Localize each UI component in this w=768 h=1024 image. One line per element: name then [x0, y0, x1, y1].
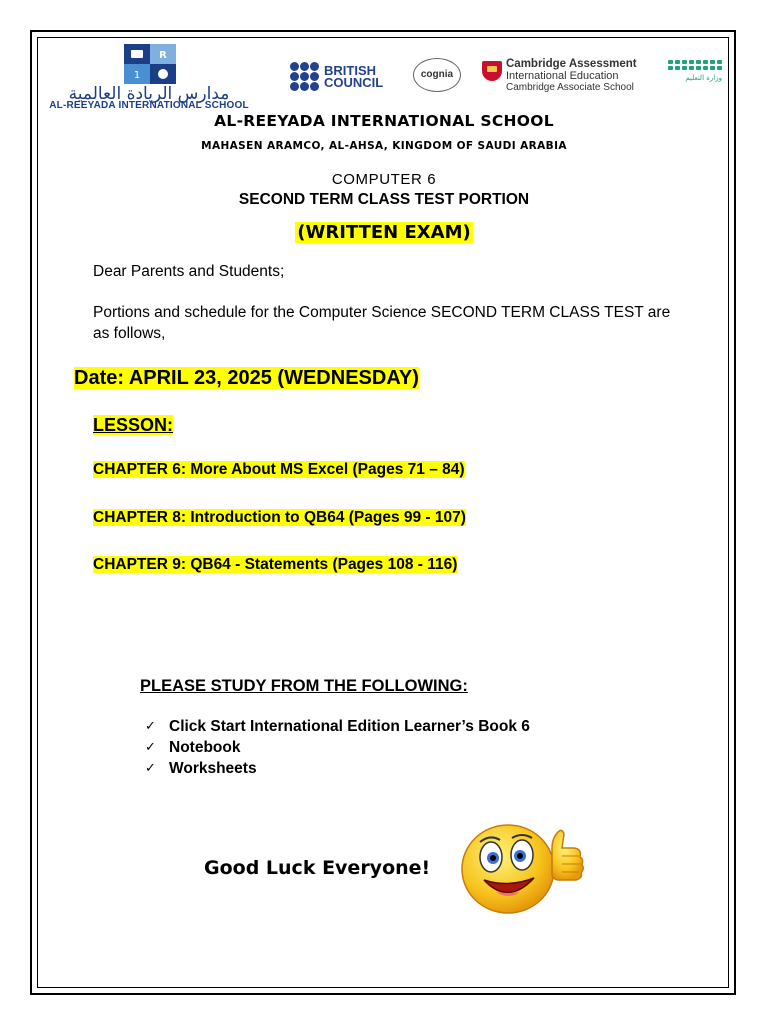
exam-date-text: Date: APRIL 23, 2025 (WEDNESDAY): [74, 367, 419, 389]
closing-message: Good Luck Everyone!: [204, 857, 431, 879]
british-council-line2: COUNCIL: [324, 74, 384, 90]
svg-text:1: 1: [133, 70, 141, 81]
lesson-heading: LESSON:: [93, 415, 174, 435]
cambridge-line1: Cambridge Assessment: [506, 58, 637, 70]
checkmark-icon: ✓: [145, 719, 156, 734]
exam-type-banner: [0, 222, 768, 243]
cambridge-line2: International Education: [506, 70, 619, 82]
cambridge-line3: Cambridge Associate School: [506, 82, 634, 93]
british-council-dots-icon: [290, 62, 319, 91]
school-address: MAHASEN ARAMCO, AL-AHSA, KINGDOM OF SAUDI ARABIA: [201, 140, 567, 152]
school-name: AL-REEYADA INTERNATIONAL SCHOOL: [214, 112, 554, 130]
svg-text:R: R: [159, 50, 167, 61]
cambridge-shield-icon: [482, 61, 502, 81]
british-council-logo: [290, 62, 383, 91]
cambridge-logo: [506, 58, 637, 94]
chapter-item: CHAPTER 8: Introduction to QB64 (Pages 99 - 107): [93, 509, 466, 526]
school-logo-arabic-name: مدارس الريادة العالمية: [68, 84, 230, 104]
subject-title: COMPUTER 6: [331, 171, 437, 188]
portion-title: SECOND TERM CLASS TEST PORTION: [238, 191, 530, 208]
list-item: ✓ Worksheets: [145, 760, 257, 777]
exam-date: [74, 367, 419, 390]
intro-paragraph: Portions and schedule for the Computer Science SECOND TERM CLASS TEST are as follows,: [93, 304, 671, 342]
chapter-item: CHAPTER 6: More About MS Excel (Pages 71 – 84): [93, 461, 465, 478]
cognia-label: cognia: [420, 69, 454, 80]
ministry-label: وزارة التعليم: [685, 74, 722, 82]
study-heading: PLEASE STUDY FROM THE FOLLOWING:: [140, 677, 468, 695]
checkmark-icon: ✓: [145, 761, 156, 776]
list-item: ✓ Notebook: [145, 739, 241, 756]
school-logo-english-name: AL-REEYADA INTERNATIONAL SCHOOL: [49, 100, 249, 111]
list-item: ✓ Click Start International Edition Learner’s Book 6: [145, 718, 530, 735]
british-council-line1: BRITISH: [324, 62, 376, 78]
ministry-dots-icon: [668, 60, 722, 70]
school-logo: [124, 44, 176, 84]
chapter-item: CHAPTER 9: QB64 - Statements (Pages 108 - 116): [93, 556, 458, 573]
study-list: [145, 716, 530, 779]
checkmark-icon: ✓: [145, 740, 156, 755]
ministry-of-education-logo: [668, 60, 722, 82]
cognia-seal: [413, 58, 461, 92]
greeting: Dear Parents and Students;: [93, 263, 285, 280]
thumbs-up-smiley-icon: [456, 822, 588, 914]
exam-type: (WRITTEN EXAM): [297, 222, 471, 243]
